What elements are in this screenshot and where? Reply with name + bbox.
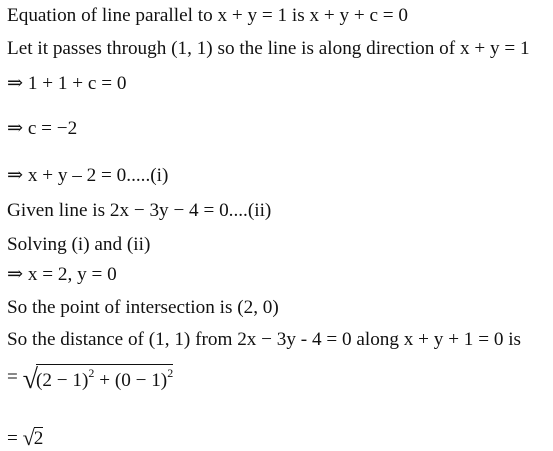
solution-line-7: Solving (i) and (ii) <box>7 234 151 255</box>
exponent-1: 2 <box>88 366 95 380</box>
radical-sign: √ <box>22 364 38 395</box>
solution-line-4: ⇒ c = −2 <box>7 118 78 139</box>
equals-sign: = <box>7 366 18 388</box>
solution-line-3: ⇒ 1 + 1 + c = 0 <box>7 73 127 94</box>
plus-sign: + <box>99 370 111 391</box>
term-2: (0 − 1) <box>114 370 168 391</box>
solution-line-1: Equation of line parallel to x + y = 1 is x + y + c = 0 <box>7 5 409 26</box>
solution-line-5: ⇒ x + y – 2 = 0.....(i) <box>7 165 169 186</box>
term-1: (2 − 1) <box>36 370 89 391</box>
solution-line-8: ⇒ x = 2, y = 0 <box>7 264 117 285</box>
exponent-2: 2 <box>167 366 174 380</box>
solution-line-2: Let it passes through (1, 1) so the line is along direction of x + y = 1 <box>7 38 530 59</box>
radicand <box>36 364 173 390</box>
solution-line-9: So the point of intersection is (2, 0) <box>7 297 279 318</box>
result-equals-sign: = <box>7 428 18 449</box>
result-radicand: 2 <box>33 428 44 449</box>
result-radical-sign: √ <box>22 425 35 450</box>
square-root <box>22 364 174 395</box>
distance-expression <box>7 364 174 395</box>
solution-line-10: So the distance of (1, 1) from 2x − 3y - 4 = 0 along x + y + 1 = 0 is <box>7 329 522 350</box>
final-result <box>7 426 43 448</box>
solution-line-6: Given line is 2x − 3y − 4 = 0....(ii) <box>7 200 272 221</box>
